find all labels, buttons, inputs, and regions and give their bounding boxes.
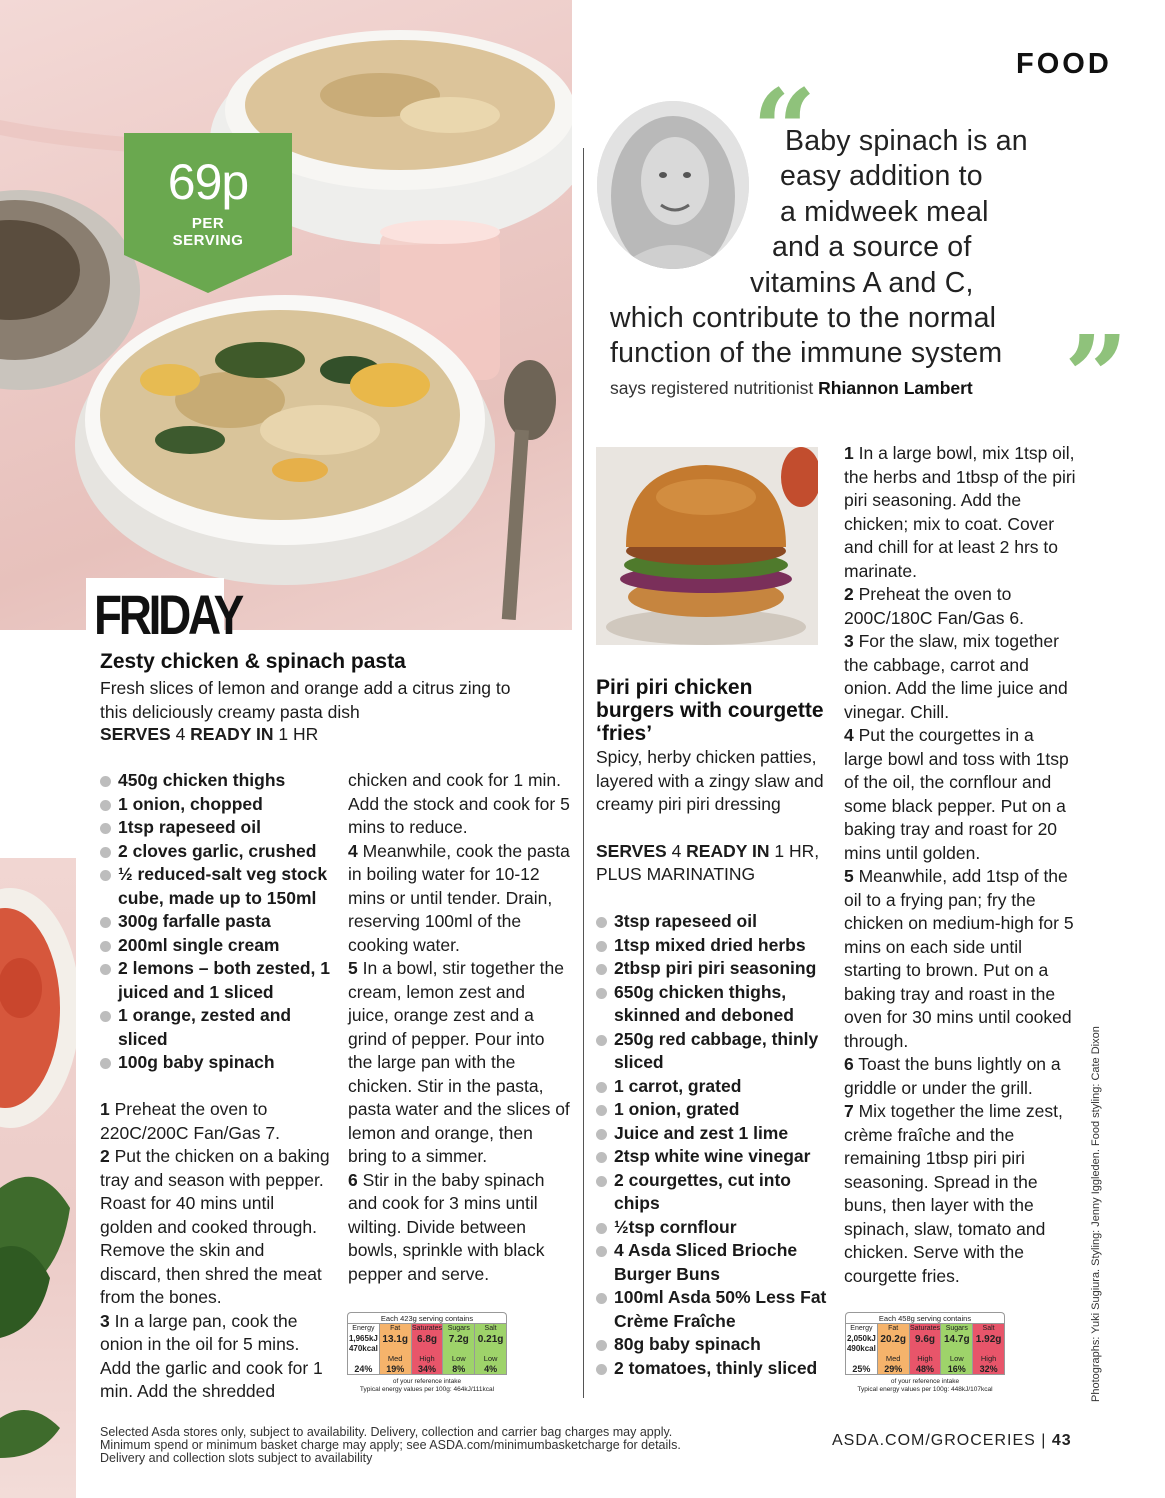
serves-line: [100, 723, 318, 747]
ingredient-item: 200ml single cream: [100, 934, 336, 958]
recipe-intro: Fresh slices of lemon and orange add a citrus zing to this deliciously creamy pasta dish: [100, 678, 511, 722]
ingredient-item: 1 onion, grated: [596, 1098, 828, 1122]
ingredient-item: 80g baby spinach: [596, 1333, 828, 1357]
serves-label: SERVES: [100, 724, 171, 744]
quote-line: which contribute to the normal: [610, 302, 997, 334]
nutritionist-photo: [597, 101, 749, 269]
footer-url: [832, 1432, 1072, 1450]
ingredient-item: 2 cloves garlic, crushed: [100, 840, 336, 864]
ingredient-item: 450g chicken thighs: [100, 769, 336, 793]
ingredient-item: 2 lemons – both zested, 1 juiced and 1 sliced: [100, 957, 336, 1004]
nutrition-cell: Saturates 9.6g High 48%: [910, 1325, 940, 1374]
ingredient-item: 650g chicken thighs, skinned and deboned: [596, 981, 828, 1028]
ingredient-item: 2 courgettes, cut into chips: [596, 1169, 828, 1216]
footer-disclaimer: Selected Asda stores only, subject to availability. Delivery, collection and carrier bag charges may apply. Minimum spend or minimum basket charge may apply; see ASDA.com/minimumbasketcharge for details. Delivery and collection slots subject to availability: [100, 1425, 681, 1465]
ingredient-item: 100ml Asda 50% Less Fat Crème Fraîche: [596, 1286, 828, 1333]
nutrition-cell: Salt 1.92g High 32%: [972, 1323, 1005, 1375]
ingredient-item: 2 tomatoes, thinly sliced: [596, 1357, 828, 1381]
quote-line: vitamins A and C,: [750, 267, 974, 299]
nutrition-cell: Salt 0.21g Low 4%: [474, 1323, 507, 1375]
groceries-link[interactable]: ASDA.COM/GROCERIES |: [832, 1432, 1047, 1449]
ingredient-item: Juice and zest 1 lime: [596, 1122, 828, 1146]
method-step: 4 Put the courgettes in a large bowl and toss with 1tsp of the oil, the cornflour and some black pepper. Put on a baking tray and roast for 20 mins until golden.: [844, 725, 1069, 863]
price-per-label: PER: [191, 215, 225, 232]
ingredient-item: 100g baby spinach: [100, 1051, 336, 1075]
nutrition-energy-note: Typical energy values per 100g: 464kJ/111kcal: [359, 1386, 495, 1393]
quote-line: easy addition to: [780, 160, 983, 192]
quote-attribution: [610, 378, 973, 399]
ingredient-list: [596, 910, 828, 1380]
ingredient-item: 1tsp rapeseed oil: [100, 816, 336, 840]
nutrition-label: [347, 1312, 507, 1397]
nutrition-cell: Fat 13.1g Med 19%: [379, 1323, 411, 1375]
nutrition-footnote: of your reference intake: [392, 1378, 462, 1385]
method-step: 5 Meanwhile, add 1tsp of the oil to a frying pan; fry the chicken on medium-high for 5 mins on each side until starting to brown. Put on a baking tray and roast in the oven for 30 mins until cooked through.: [844, 866, 1074, 1051]
ready-label: READY IN: [190, 724, 274, 744]
method-column: [844, 442, 1076, 1288]
ingredient-item: 1 carrot, grated: [596, 1075, 828, 1099]
quote-line: Baby spinach is an: [785, 125, 1028, 157]
method-step: 4 Meanwhile, cook the pasta in boiling water for 10-12 mins or until tender. Drain, reserving 100ml of the cooking water.: [348, 840, 570, 955]
open-quote-icon: “: [752, 66, 817, 197]
recipe-title: Zesty chicken & spinach pasta: [100, 650, 406, 673]
nutrition-footnote: of your reference intake: [890, 1378, 960, 1385]
spinach-photo: [0, 858, 76, 1498]
method-step: 3 For the slaw, mix together the cabbage, carrot and onion. Add the lime juice and vinegar. Chill.: [844, 631, 1068, 722]
ingredient-item: 300g farfalle pasta: [100, 910, 336, 934]
nutrition-cell: Sugars 7.2g Low 8%: [442, 1323, 474, 1375]
quote-line: function of the immune system: [610, 337, 1003, 369]
method-step: 1 In a large bowl, mix 1tsp oil, the herbs and 1tbsp of the piri piri seasoning. Add the chicken; mix to coat. Cover and chill for at least 2 hrs to marinate.: [844, 443, 1076, 581]
quote-line: and a source of: [772, 231, 972, 263]
ready-value: 1 HR: [278, 724, 319, 744]
serves-line: [596, 840, 819, 864]
column-divider: [583, 148, 584, 1398]
ingredient-item: 2tsp white wine vinegar: [596, 1145, 828, 1169]
nutrition-cell: Saturates 6.8g High 34%: [412, 1325, 442, 1374]
method-step: 1 Preheat the oven to 220C/200C Fan/Gas 7.: [100, 1099, 280, 1143]
ingredient-item: 250g red cabbage, thinly sliced: [596, 1028, 828, 1075]
serves-extra: PLUS MARINATING: [596, 864, 756, 884]
ingredient-item: 2tbsp piri piri seasoning: [596, 957, 828, 981]
price-badge: [124, 133, 292, 293]
nutrition-cell: Energy 2,050kJ 490kcal 25%: [846, 1325, 876, 1374]
nutrition-cell: Sugars 14.7g Low 16%: [940, 1323, 972, 1375]
day-label-box: [86, 578, 242, 646]
nutrition-header: Each 423g serving contains: [347, 1312, 507, 1324]
method-column: [100, 1098, 330, 1404]
ready-label: READY IN: [686, 841, 770, 861]
method-step: 2 Preheat the oven to 200C/180C Fan/Gas 6.: [844, 584, 1024, 628]
ingredient-item: 3tsp rapeseed oil: [596, 910, 828, 934]
method-step: 6 Stir in the baby spinach and cook for 3 mins until wilting. Divide between bowls, sprinkle with black pepper and serve.: [348, 1169, 545, 1284]
recipe-title: Piri piri chicken burgers with courgette ‘fries’: [596, 676, 824, 745]
method-step: 3 In a large pan, cook the onion in the oil for 5 mins. Add the garlic and cook for 1 min. Add the shredded: [100, 1310, 323, 1401]
serves-label: SERVES: [596, 841, 667, 861]
attribution-prefix: says registered nutritionist: [610, 378, 814, 398]
ingredient-item: ½ reduced-salt veg stock cube, made up to 150ml: [100, 863, 336, 910]
ingredient-item: 1 orange, zested and sliced: [100, 1004, 336, 1051]
recipe-intro: Spicy, herby chicken patties, layered with a zingy slaw and creamy piri piri dressing: [596, 747, 824, 814]
method-step: 2 Put the chicken on a baking tray and season with pepper. Roast for 40 mins until golden and cooked through. Remove the skin and discard, then shred the meat from the bones.: [100, 1146, 330, 1307]
method-column: [348, 769, 570, 1286]
burger-photo: [596, 447, 818, 645]
price-amount: 69p: [167, 154, 249, 210]
ingredient-list: [100, 769, 336, 1075]
close-quote-icon: ”: [1064, 312, 1129, 443]
price-serving-label: SERVING: [172, 232, 244, 249]
serves-value: 4: [175, 724, 186, 744]
nutrition-energy-note: Typical energy values per 100g: 448kJ/107kcal: [857, 1386, 993, 1393]
method-step: 6 Toast the buns lightly on a griddle or under the grill.: [844, 1054, 1061, 1098]
page-number: 43: [1051, 1432, 1072, 1449]
ready-value: 1 HR,: [774, 841, 820, 861]
nutrition-label: [845, 1312, 1005, 1397]
ingredient-item: 4 Asda Sliced Brioche Burger Buns: [596, 1239, 828, 1286]
nutrition-cell: Fat 20.2g Med 29%: [877, 1323, 909, 1375]
pasta-photo: [0, 0, 572, 630]
method-step: 7 Mix together the lime zest, crème fraîche and the remaining 1tbsp piri piri seasoning. Spread in the buns, then layer with the spinach, slaw, tomato and chicken. Serve with the courgette fries.: [844, 1101, 1063, 1286]
ingredient-item: 1tsp mixed dried herbs: [596, 934, 828, 958]
nutrition-header: Each 458g serving contains: [845, 1312, 1005, 1324]
attribution-name: Rhiannon Lambert: [818, 378, 973, 398]
section-label: FOOD: [1016, 48, 1112, 80]
method-step: 5 In a bowl, stir together the cream, lemon zest and juice, orange zest and a grind of pepper. Pour into the large pan with the chicken. Stir in the pasta, pasta water and the slices of lemon and orange, then bring to a simmer.: [348, 958, 570, 1166]
nutrition-cell: Energy 1,965kJ 470kcal 24%: [348, 1325, 378, 1374]
method-step: chicken and cook for 1 min. Add the stock and cook for 5 mins to reduce.: [348, 770, 570, 837]
ingredient-item: ½tsp cornflour: [596, 1216, 828, 1240]
photo-credits: Photographs: Yuki Sugiura. Styling: Jenny Iggleden. Food styling: Cate Dixon: [1090, 1026, 1102, 1402]
ingredient-item: 1 onion, chopped: [100, 793, 336, 817]
serves-value: 4: [671, 841, 682, 861]
day-label: FRIDAY: [94, 583, 242, 646]
quote-line: a midweek meal: [780, 196, 989, 228]
